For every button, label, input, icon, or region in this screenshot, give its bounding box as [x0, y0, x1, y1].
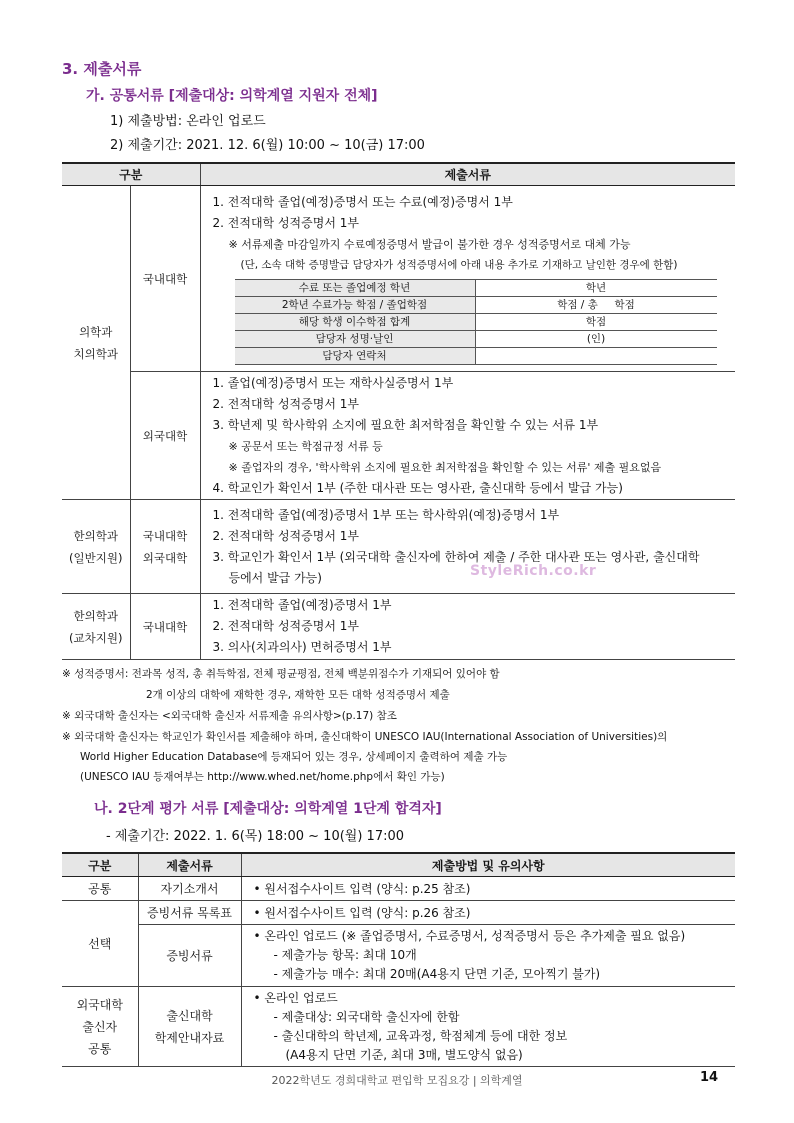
submit-period: 2) 제출기간: 2021. 12. 6(월) 10:00 ~ 10(금) 17:00	[110, 138, 425, 153]
section-title: 3. 제출서류	[62, 60, 142, 78]
group-medicine: 의학과 치의학과	[62, 186, 130, 500]
foreign-label: 외국대학	[130, 372, 200, 500]
group2-univ: 국내대학 외국대학	[130, 500, 200, 594]
domestic-items: 1. 전적대학 졸업(예정)증명서 또는 수료(예정)증명서 1부 2. 전적대학 성적증명서 1부 ※ 서류제출 마감일까지 수료예정증명서 발급이 불가한 경우 성적증명서로 대체 가능 (단, 소속 대학 증명발급 담당자가 성적증명서에 아래 내용 추가로 기재하고 날인한 경우에 한함) 수료 또는 졸업예정 학년 학년 2학년 수료가능 학점 / 졸업학점 학점 / 총 학점 해당 학생 이수학점 합계 학점 담당자 성명·날인 (인) 담당자 연락처	[200, 186, 735, 372]
group-oriental-cross: 한의학과 (교차지원)	[62, 594, 130, 660]
t2-select: 선택	[62, 901, 138, 987]
note-1b: 2개 이상의 대학에 재학한 경우, 재학한 모든 대학 성적증명서 제출	[146, 689, 450, 701]
stage2-period: - 제출기간: 2022. 1. 6(목) 18:00 ~ 10(월) 17:00	[106, 829, 405, 844]
subsection-a-title: 가. 공통서류 [제출대상: 의학계열 지원자 전체]	[86, 88, 378, 104]
t2-header-method: 제출방법 및 유의사항	[241, 853, 735, 877]
group2-items: 1. 전적대학 졸업(예정)증명서 1부 또는 학사학위(예정)증명서 1부 2. 전적대학 성적증명서 1부 3. 학교인가 확인서 1부 (외국대학 출신자에 한하여 제출 / 주한 대사관 또는 영사관, 출신대학 등에서 발급 가능)	[200, 500, 735, 594]
t2-foreign-method: • 온라인 업로드 - 제출대상: 외국대학 출신자에 한함 - 출신대학의 학년제, 교육과정, 학점체계 등에 대한 정보 (A4용지 단면 기준, 최대 3매, 별도양식 없음)	[241, 987, 735, 1067]
domestic-label: 국내대학	[130, 186, 200, 372]
page-footer: 2022학년도 경희대학교 편입학 모집요강 | 의학계열	[271, 1074, 523, 1087]
t2-header-doc: 제출서류	[138, 853, 241, 877]
t2-sel-doc1: 증빙서류 목록표	[138, 901, 241, 925]
subsection-b-title: 나. 2단계 평가 서류 [제출대상: 의학계열 1단계 합격자]	[94, 801, 442, 817]
foreign-items: 1. 졸업(예정)증명서 또는 재학사실증명서 1부 2. 전적대학 성적증명서 1부 3. 학년제 및 학사학위 소지에 필요한 최저학점을 확인할 수 있는 서류 1부 ※ 공문서 또는 학점규정 서류 등 ※ 졸업자의 경우, '학사학위 소지에 필요한 최저학점을 확인할 수 있는 서류' 제출 필요없음 4. 학교인가 확인서 1부 (주한 대사관 또는 영사관, 출신대학 등에서 발급 가능)	[200, 372, 735, 500]
t2-common-method: • 원서접수사이트 입력 (양식: p.25 참조)	[241, 877, 735, 901]
t2-foreign: 외국대학 출신자 공통	[62, 987, 138, 1067]
group3-univ: 국내대학	[130, 594, 200, 660]
note-2: ※ 외국대학 출신자는 <외국대학 출신자 서류제출 유의사항>(p.17) 참조	[62, 710, 397, 722]
common-documents-table	[62, 162, 735, 660]
t2-common-doc: 자기소개서	[138, 877, 241, 901]
watermark: StyleRich.co.kr	[470, 563, 597, 579]
submit-method: 1) 제출방법: 온라인 업로드	[110, 114, 266, 129]
note-3c: (UNESCO IAU 등재여부는 http://www.whed.net/home.php에서 확인 가능)	[80, 771, 445, 783]
t2-sel-method1: • 원서접수사이트 입력 (양식: p.26 참조)	[241, 901, 735, 925]
t2-header-category: 구분	[62, 853, 138, 877]
t2-foreign-doc: 출신대학 학제안내자료	[138, 987, 241, 1067]
header-documents: 제출서류	[200, 163, 735, 186]
note-3b: World Higher Education Database에 등재되어 있는 경우, 상세페이지 출력하여 제출 가능	[80, 751, 508, 763]
header-category: 구분	[62, 163, 200, 186]
t2-common: 공통	[62, 877, 138, 901]
t2-sel-method2: • 온라인 업로드 (※ 졸업증명서, 수료증명서, 성적증명서 등은 추가제출 필요 없음) - 제출가능 항목: 최대 10개 - 제출가능 매수: 최대 20매(A4용지 단면 기준, 모아찍기 불가)	[241, 925, 735, 987]
note-1: ※ 성적증명서: 전과목 성적, 총 취득학점, 전체 평균평점, 전체 백분위점수가 기재되어 있어야 함	[62, 668, 500, 680]
confirmation-table: 수료 또는 졸업예정 학년 학년 2학년 수료가능 학점 / 졸업학점 학점 / 총 학점 해당 학생 이수학점 합계 학점 담당자 성명·날인 (인) 담당자 연락처	[235, 279, 717, 365]
group-oriental-general: 한의학과 (일반지원)	[62, 500, 130, 594]
note-3: ※ 외국대학 출신자는 학교인가 확인서를 제출해야 하며, 출신대학이 UNESCO IAU(International Association of Universities)의	[62, 731, 668, 743]
group3-items: 1. 전적대학 졸업(예정)증명서 1부 2. 전적대학 성적증명서 1부 3. 의사(치과의사) 면허증명서 1부	[200, 594, 735, 660]
t2-sel-doc2: 증빙서류	[138, 925, 241, 987]
stage2-documents-table	[62, 852, 735, 1067]
page-number: 14	[700, 1070, 719, 1085]
